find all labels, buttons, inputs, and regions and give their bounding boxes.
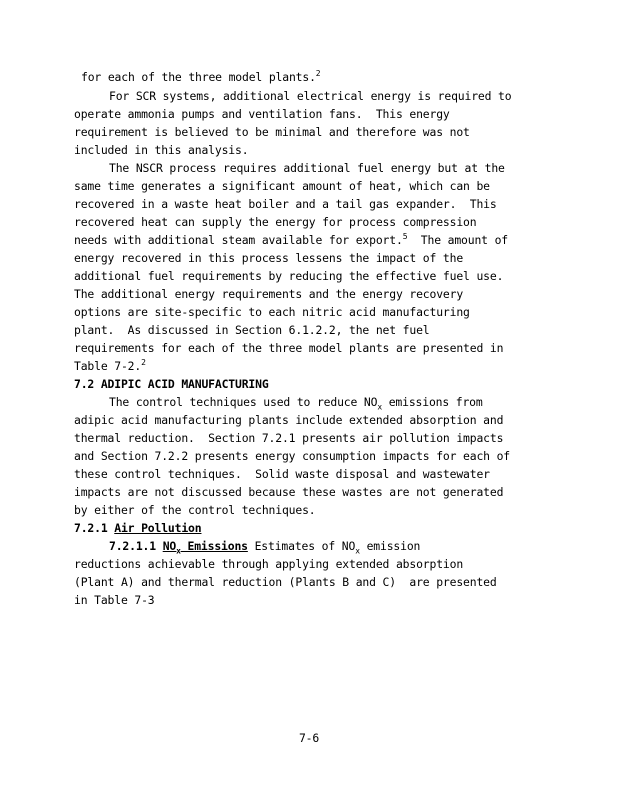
- text-line: (Plant A) and thermal reduction (Plants B and C) are presented: [74, 575, 497, 589]
- text-line: same time generates a significant amount of heat, which can be: [74, 179, 490, 193]
- text-line: energy recovered in this process lessens the impact of the: [74, 251, 464, 265]
- text-line: for each of the three model plants.$^2$: [81, 69, 321, 84]
- text-line: thermal reduction. Section 7.2.1 presents air pollution impacts: [74, 431, 504, 445]
- text-line: adipic acid manufacturing plants include extended absorption and: [74, 413, 504, 427]
- text-line: requirement is believed to be minimal and therefore was not: [74, 125, 470, 139]
- text-line: these control techniques. Solid waste disposal and wastewater: [74, 467, 490, 481]
- text-line: operate ammonia pumps and ventilation fans. This energy: [74, 107, 450, 121]
- subscript: x: [377, 402, 382, 412]
- section-heading: 7.2 ADIPIC ACID MANUFACTURING: [74, 377, 269, 391]
- text-line: Table 7-2.$^2$: [74, 358, 146, 373]
- text-line: options are site-specific to each nitric acid manufacturing: [74, 305, 470, 319]
- text-line: included in this analysis.: [74, 143, 249, 157]
- text-line: additional fuel requirements by reducing the effective fuel use.: [74, 269, 504, 283]
- text-line: recovered in a waste heat boiler and a tail gas expander. This: [74, 197, 497, 211]
- reference-superscript: 2: [141, 358, 146, 368]
- page-number: 7-6: [298, 731, 320, 745]
- text-line: needs with additional steam available for export.$^5$ The amount of: [74, 232, 508, 247]
- subsection-heading: 7.2.1 Air Pollution: [74, 521, 202, 535]
- text-line: and Section 7.2.2 presents energy consumption impacts for each of: [74, 449, 511, 463]
- text-line: The NSCR process requires additional fuel energy but at the: [109, 161, 505, 175]
- text-line: For SCR systems, additional electrical energy is required to: [109, 89, 512, 103]
- text-line: The control techniques used to reduce $NO_x$ emissions from: [109, 395, 483, 412]
- text-line: in Table 7-3: [74, 593, 155, 607]
- text-line: 7.2.1.1 $NO_x$ Emissions Estimates of $NO_x$ emission: [109, 539, 421, 556]
- subscript: x: [355, 546, 360, 556]
- reference-superscript: 2: [315, 69, 321, 79]
- subsubsection-heading: 7.2.1.1 $NO_x$ Emissions: [109, 539, 248, 556]
- text-line: recovered heat can supply the energy for process compression: [74, 215, 477, 229]
- text-line: plant. As discussed in Section 6.1.2.2, the net fuel: [74, 323, 430, 337]
- reference-superscript: 5: [402, 232, 408, 242]
- text-line: by either of the control techniques.: [74, 503, 316, 517]
- text-line: The additional energy requirements and the energy recovery: [74, 287, 464, 301]
- text-line: reductions achievable through applying extended absorption: [74, 557, 464, 571]
- text-line: impacts are not discussed because these wastes are not generated: [74, 485, 504, 499]
- text-line: requirements for each of the three model plants are presented in: [74, 341, 504, 355]
